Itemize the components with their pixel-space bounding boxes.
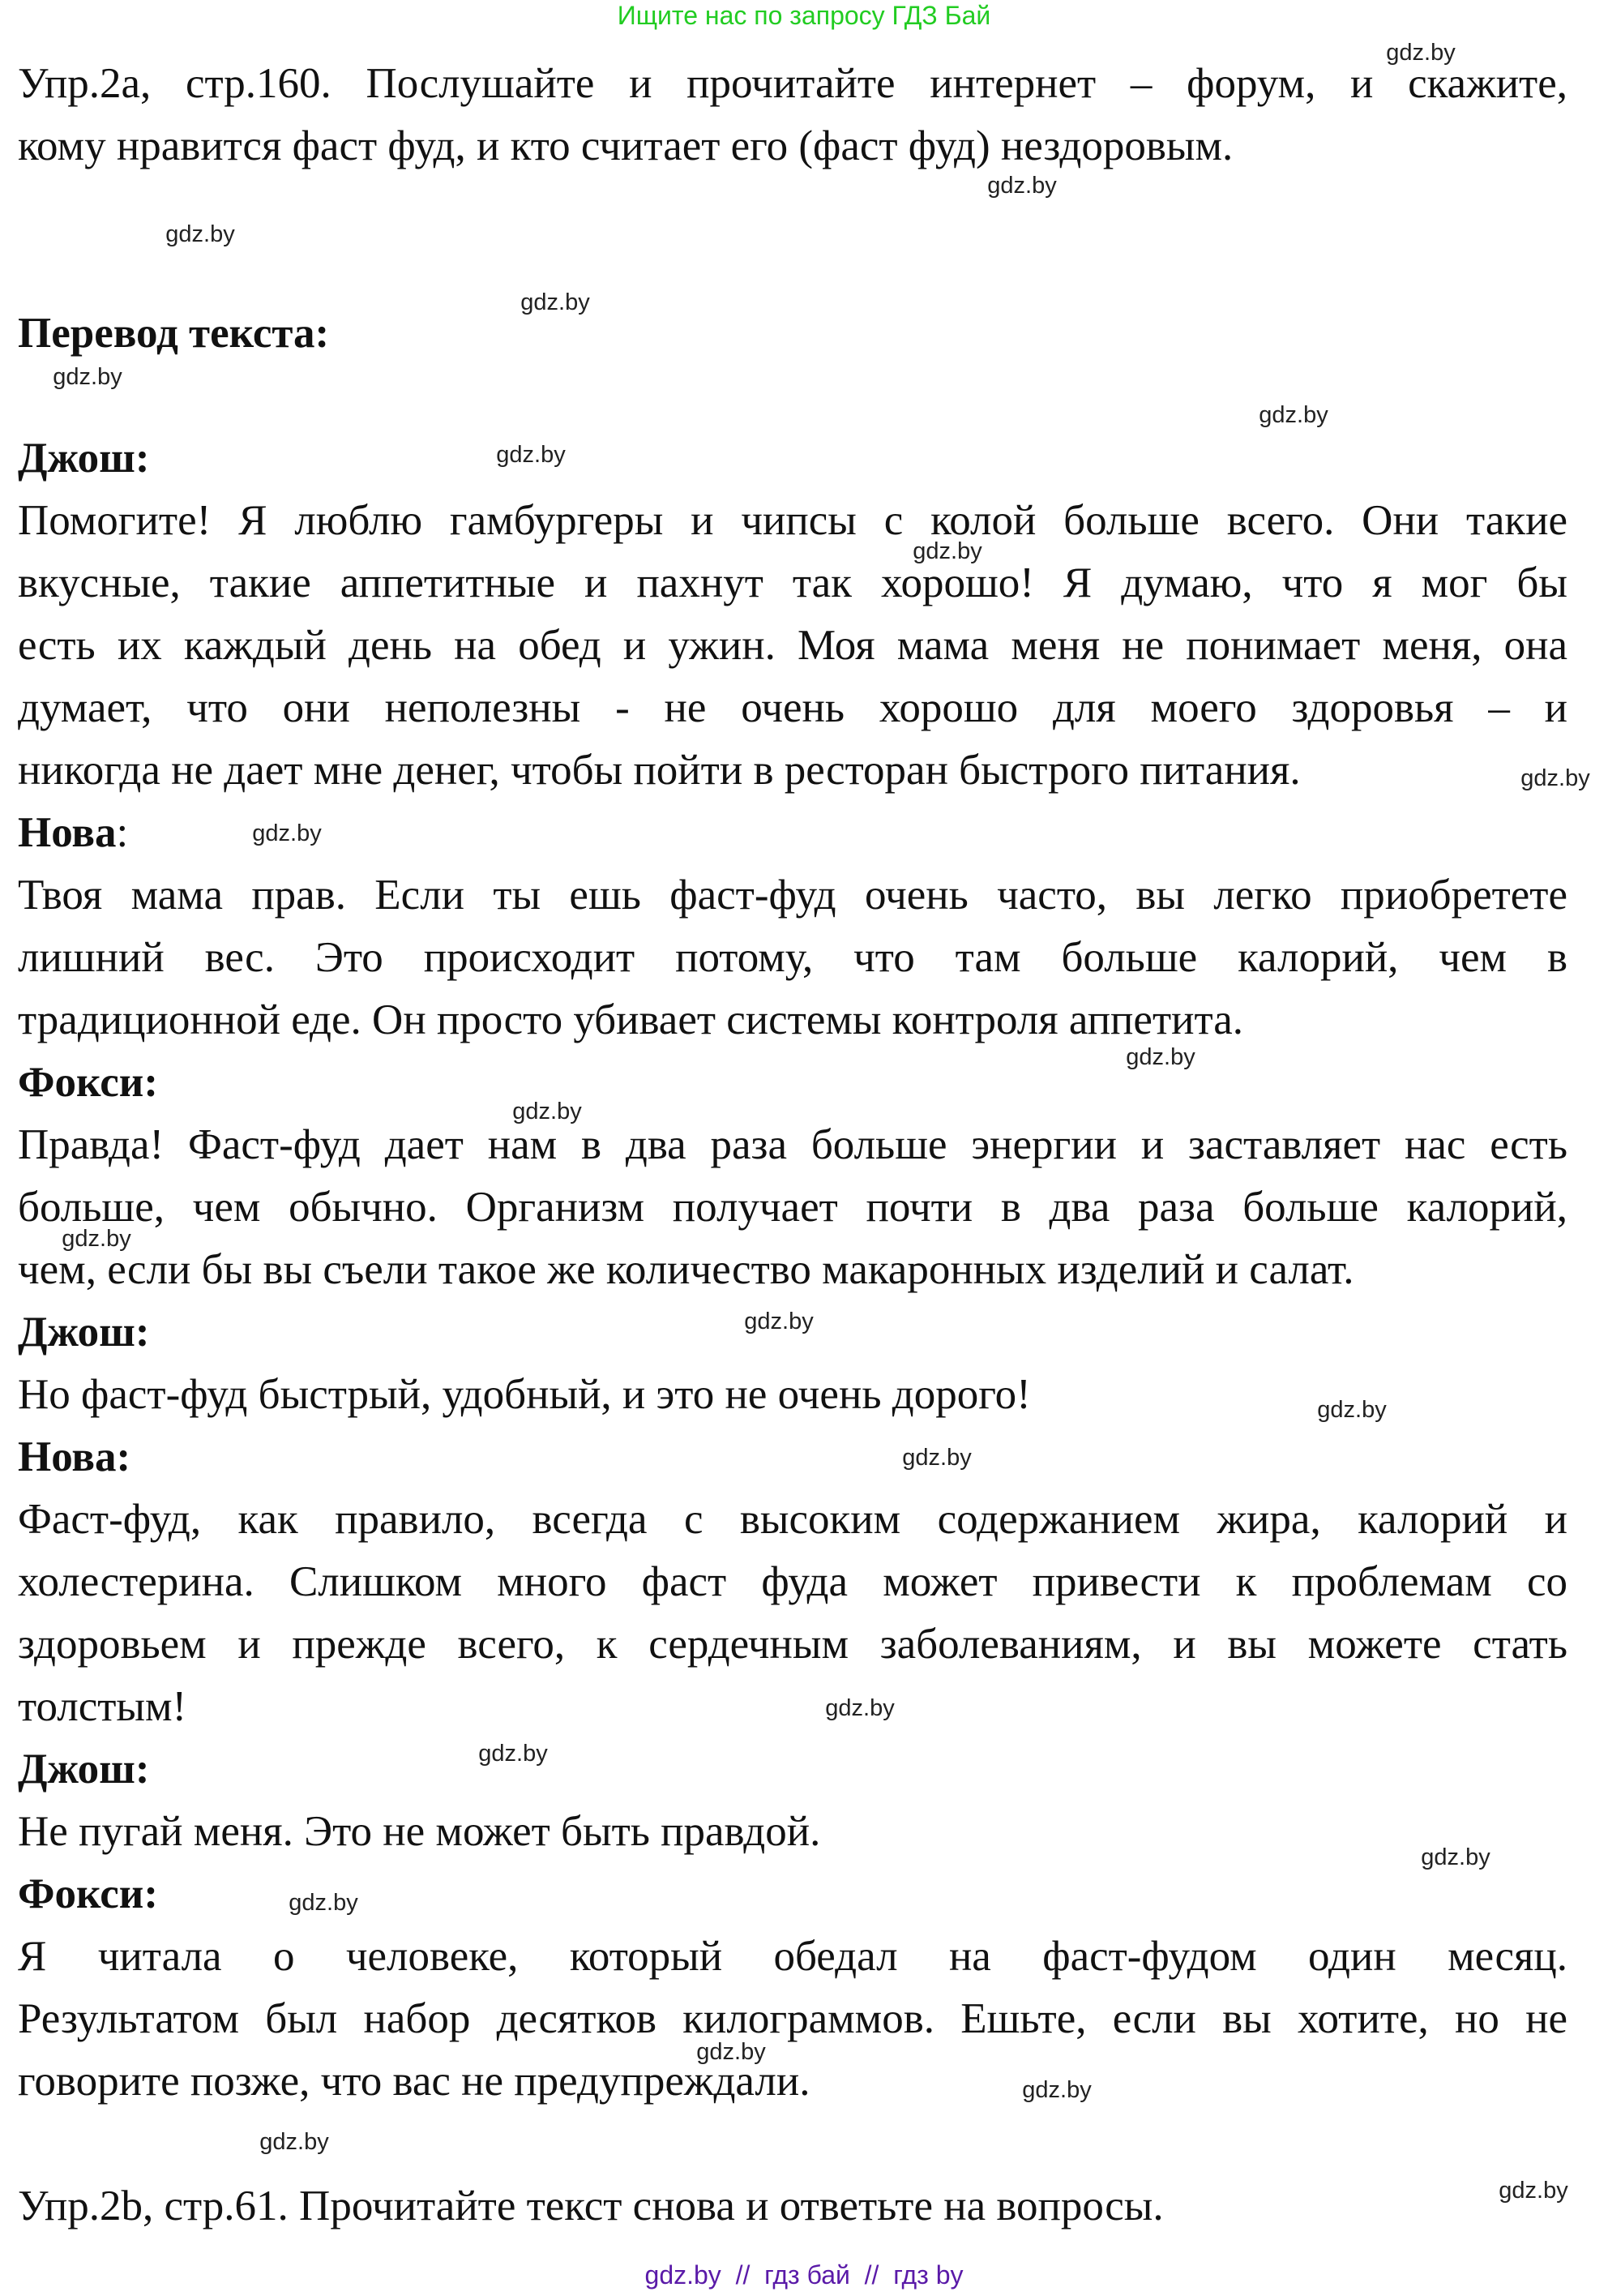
- watermark: gdz.by: [62, 1226, 131, 1252]
- speaker-label: [18, 427, 1567, 490]
- watermark: gdz.by: [1520, 765, 1590, 791]
- watermark: gdz.by: [744, 1309, 814, 1334]
- watermark: gdz.by: [913, 538, 982, 564]
- dialogue-line: Правда! Фаст-фуд дает нам в два раза больше энергии и заставляет нас есть: [18, 1121, 1567, 1168]
- dialogue-line: традиционной еде. Он просто убивает системы контроля аппетита.: [18, 996, 1244, 1043]
- speaker-label: [18, 1863, 1567, 1925]
- document-body: [18, 53, 1567, 2238]
- dialogue-line: толстым!: [18, 1683, 187, 1730]
- watermark: gdz.by: [53, 364, 122, 390]
- watermark: gdz.by: [252, 820, 322, 846]
- speaker-name: Джош: [18, 1309, 135, 1356]
- dialogue-line: холестерина. Слишком много фаст фуда может привести к проблемам со: [18, 1558, 1567, 1605]
- top-banner: Ищите нас по запросу ГДЗ Бай: [617, 1, 991, 30]
- watermark: gdz.by: [496, 442, 566, 468]
- speaker-name: Джош: [18, 1746, 135, 1793]
- dialogue-line: Результатом был набор десятков килограммов. Ешьте, если вы хотите, но не: [18, 1995, 1567, 2042]
- exercise-2b: Упр.2b, стр.61. Прочитайте текст снова и ответьте на вопросы.: [18, 2182, 1164, 2230]
- speaker-colon: :: [143, 1870, 158, 1917]
- dialogue-line: чем, если бы вы съели такое же количество макаронных изделий и салат.: [18, 1246, 1354, 1293]
- dialogue-line: Не пугай меня. Это не может быть правдой.: [18, 1808, 821, 1855]
- dialogue-line: лишний вес. Это происходит потому, что там больше калорий, чем в: [18, 934, 1567, 981]
- speaker-colon: :: [116, 1433, 131, 1480]
- dialogue-line: есть их каждый день на обед и ужин. Моя мама меня не понимает меня, она: [18, 622, 1567, 669]
- watermark: gdz.by: [289, 1890, 358, 1916]
- watermark: gdz.by: [1499, 2178, 1568, 2204]
- speaker-label: [18, 1738, 1567, 1801]
- dialogue-line: Помогите! Я люблю гамбургеры и чипсы с колой больше всего. Они такие: [18, 497, 1567, 544]
- speaker-colon: :: [135, 1309, 150, 1356]
- watermark: gdz.by: [1022, 2077, 1092, 2103]
- dialogue-line: Фаст-фуд, как правило, всегда с высоким содержанием жира, калорий и: [18, 1496, 1567, 1543]
- exercise-2a-line: кому нравится фаст фуд, и кто считает его (фаст фуд) нездоровым.: [18, 122, 1234, 169]
- dialogue-line: больше, чем обычно. Организм получает почти в два раза больше калорий,: [18, 1184, 1567, 1231]
- watermark: gdz.by: [987, 173, 1057, 199]
- dialogue-line: здоровьем и прежде всего, к сердечным заболеваниям, и вы можете стать: [18, 1621, 1567, 1668]
- dialogue-line: никогда не дает мне денег, чтобы пойти в ресторан быстрого питания.: [18, 747, 1301, 794]
- watermark: gdz.by: [520, 289, 590, 315]
- watermark: gdz.by: [1386, 40, 1456, 66]
- watermark: gdz.by: [825, 1695, 895, 1721]
- speaker-name: Фокси: [18, 1870, 144, 1917]
- speaker-name: Нова: [18, 809, 117, 856]
- dialogue-line: вкусные, такие аппетитные и пахнут так хорошо! Я думаю, что я мог бы: [18, 559, 1567, 606]
- watermark: gdz.by: [902, 1445, 972, 1471]
- speaker-colon: :: [143, 1059, 158, 1106]
- dialogue-line: говорите позже, что вас не предупреждали.: [18, 2058, 810, 2105]
- speaker-name: Фокси: [18, 1059, 144, 1106]
- speaker-name: Нова: [18, 1433, 117, 1480]
- speaker-colon: :: [116, 809, 129, 856]
- speaker-label: [18, 1052, 1567, 1114]
- watermark: gdz.by: [512, 1099, 582, 1124]
- speaker-label: [18, 802, 1567, 864]
- watermark: gdz.by: [1421, 1844, 1490, 1870]
- dialogue-line: Я читала о человеке, который обедал на фаст-фудом один месяц.: [18, 1933, 1567, 1980]
- dialogue-line: думает, что они неполезны - не очень хорошо для моего здоровья – и: [18, 684, 1567, 731]
- dialogue-line: Но фаст-фуд быстрый, удобный, и это не очень дорого!: [18, 1371, 1031, 1418]
- watermark: gdz.by: [1259, 402, 1328, 428]
- speaker-colon: :: [135, 435, 150, 482]
- speaker-colon: :: [135, 1746, 150, 1793]
- exercise-2a-line: Упр.2а, стр.160. Послушайте и прочитайте интернет – форум, и скажите,: [18, 60, 1567, 107]
- watermark: gdz.by: [478, 1741, 548, 1767]
- watermark: gdz.by: [1126, 1044, 1195, 1070]
- translation-heading: Перевод текста:: [18, 310, 330, 357]
- watermark: gdz.by: [259, 2129, 329, 2155]
- footer-links: gdz.by // гдз бай // гдз by: [644, 2260, 964, 2290]
- speaker-label: [18, 1426, 1567, 1489]
- watermark: gdz.by: [1317, 1397, 1387, 1423]
- watermark: gdz.by: [696, 2039, 766, 2065]
- watermark: gdz.by: [165, 221, 235, 247]
- dialogue-line: Твоя мама прав. Если ты ешь фаст-фуд очень часто, вы легко приобретете: [18, 872, 1567, 919]
- speaker-name: Джош: [18, 435, 135, 482]
